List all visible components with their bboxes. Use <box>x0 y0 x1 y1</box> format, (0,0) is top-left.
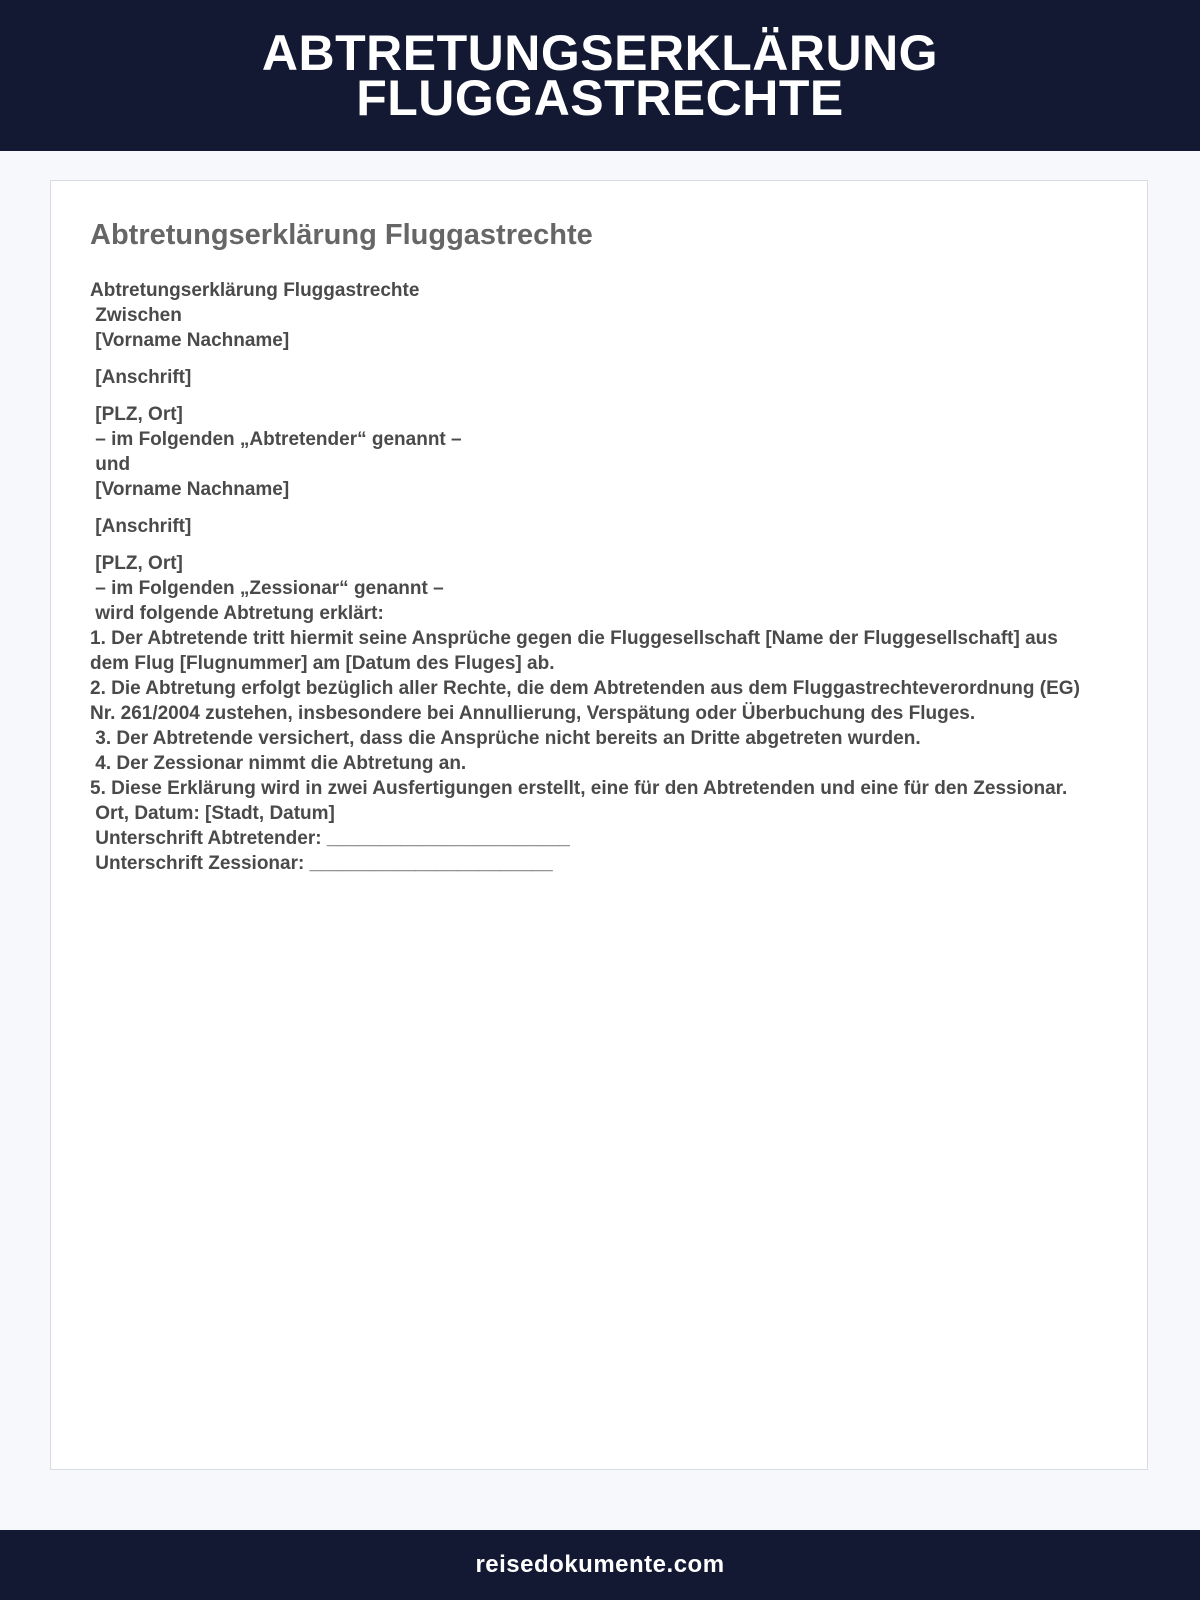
document-line: und <box>90 454 131 475</box>
signature-line-abtretender: Unterschrift Abtretender: _______________________ <box>90 828 570 849</box>
document-line: [Vorname Nachname] <box>90 330 290 351</box>
document-line: – im Folgenden „Abtretender“ genannt – <box>90 429 462 450</box>
document-line: – im Folgenden „Zessionar“ genannt – <box>90 578 444 599</box>
document-line: [PLZ, Ort] <box>90 553 183 574</box>
page-footer <box>0 1530 1200 1600</box>
document-line: wird folgende Abtretung erklärt: <box>90 603 384 624</box>
document-line: [Anschrift] <box>90 367 192 388</box>
document-line: Abtretungserklärung Fluggastrechte <box>90 280 420 301</box>
document-card <box>50 180 1148 1470</box>
document-line: 2. Die Abtretung erfolgt bezüglich aller Rechte, die dem Abtretenden aus dem Fluggastrechteverordnung (EG) Nr. 261/2004 zustehen, insbesondere bei Annullierung, Verspätung oder Überbuchung des Fluges. <box>90 678 1086 724</box>
document-heading: Abtretungserklärung Fluggastrechte <box>90 219 593 251</box>
document-line: 1. Der Abtretende tritt hiermit seine Ansprüche gegen die Fluggesellschaft [Name der Fluggesellschaft] aus dem Flug [Flugnummer] am [Datum des Fluges] ab. <box>90 628 1064 674</box>
document-line: 5. Diese Erklärung wird in zwei Ausfertigungen erstellt, eine für den Abtretenden und eine für den Zessionar. <box>90 778 1068 799</box>
document-line: [Anschrift] <box>90 516 192 537</box>
document-line: [PLZ, Ort] <box>90 404 183 425</box>
page-title: ABTRETUNGSERKLÄRUNG FLUGGASTRECHTE <box>261 24 939 126</box>
document-line: 4. Der Zessionar nimmt die Abtretung an. <box>90 753 467 774</box>
document-line: [Vorname Nachname] <box>90 479 290 500</box>
footer-site-name: reisedokumente.com <box>475 1551 725 1578</box>
document-line: Zwischen <box>90 305 182 326</box>
page-header <box>0 0 1200 151</box>
signature-line-zessionar: Unterschrift Zessionar: _______________________ <box>90 853 553 874</box>
document-body <box>90 278 1100 876</box>
document-line: Ort, Datum: [Stadt, Datum] <box>90 803 335 824</box>
document-line: 3. Der Abtretende versichert, dass die Ansprüche nicht bereits an Dritte abgetreten wurden. <box>90 728 921 749</box>
